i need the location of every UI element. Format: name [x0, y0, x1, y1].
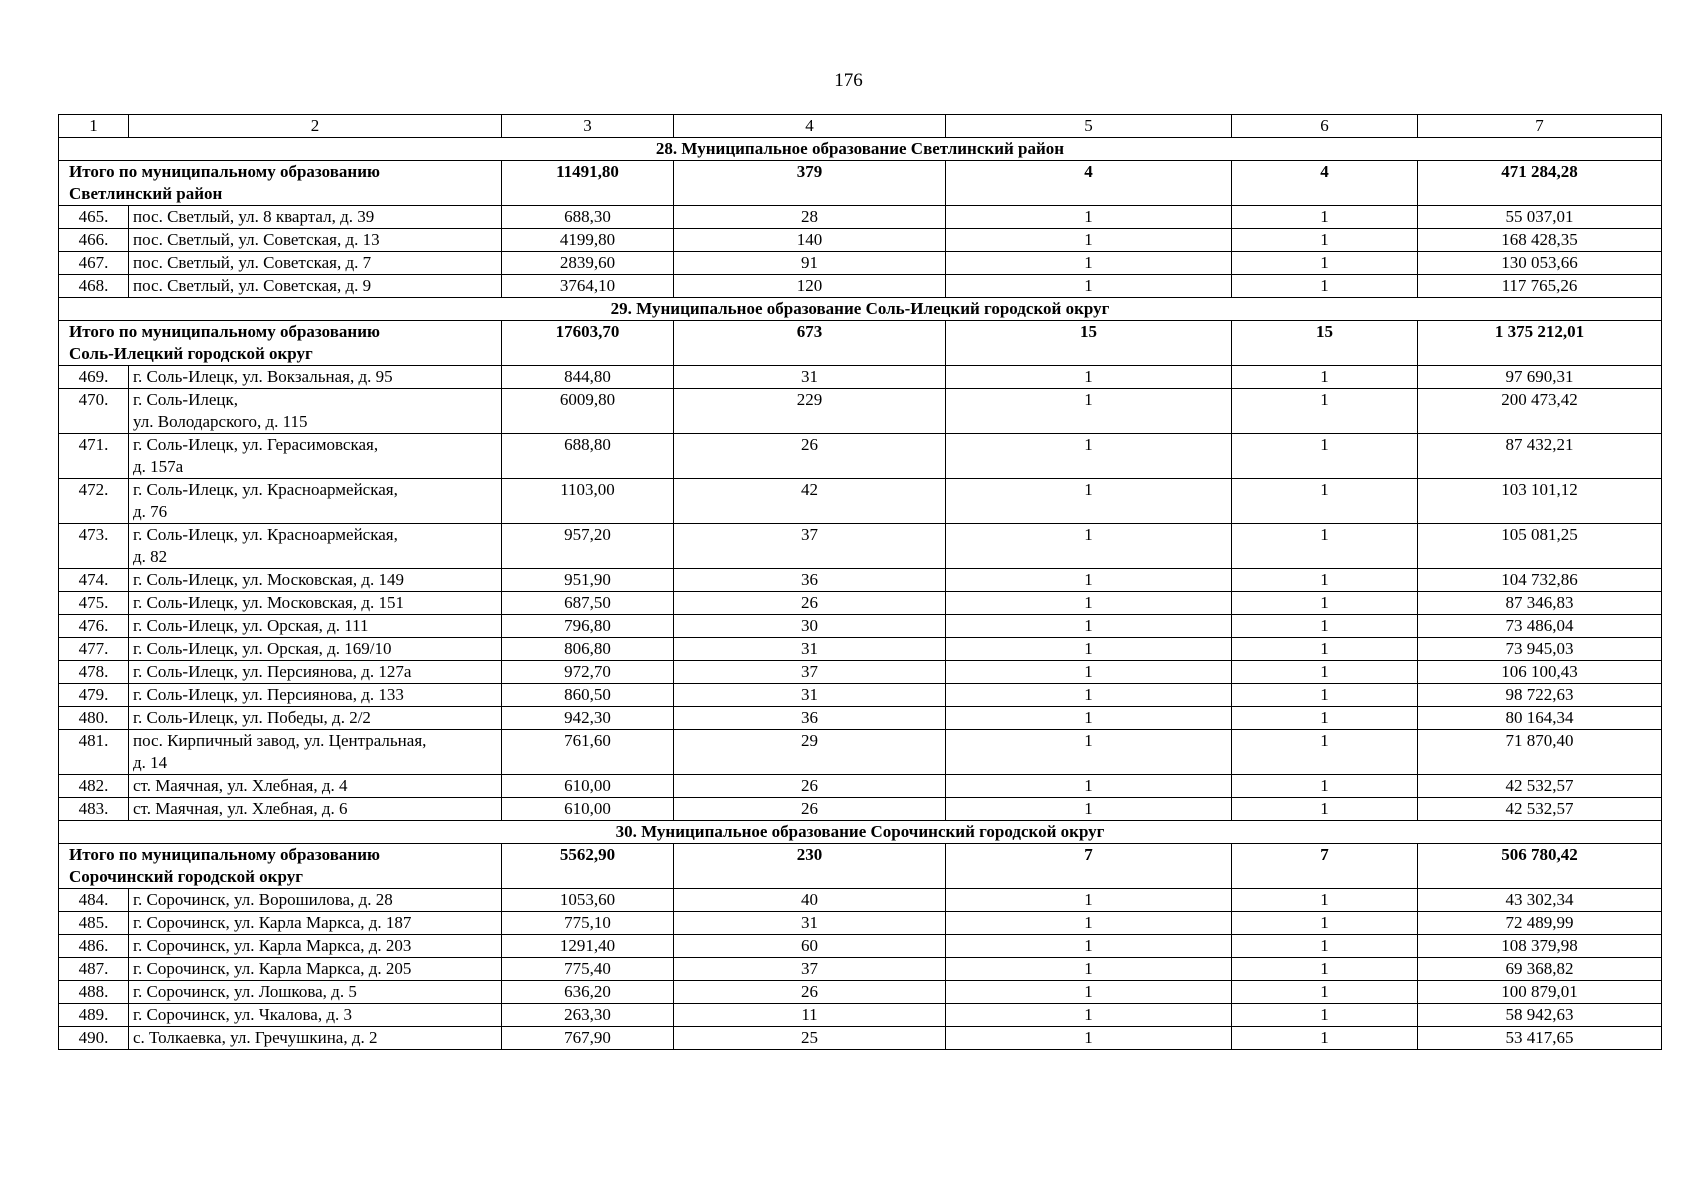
total-label	[59, 321, 502, 366]
row-c5: 1	[946, 434, 1232, 479]
row-c3: 636,20	[502, 981, 674, 1004]
row-c3: 796,80	[502, 615, 674, 638]
row-c4: 11	[674, 1004, 946, 1027]
table-row	[59, 912, 1662, 935]
row-address-line: г. Соль-Илецк, ул. Вокзальная, д. 95	[133, 367, 393, 386]
row-address	[129, 707, 502, 730]
total-c4: 379	[674, 161, 946, 206]
row-c5: 1	[946, 479, 1232, 524]
row-number: 488.	[59, 981, 129, 1004]
table-row	[59, 615, 1662, 638]
total-label-line: Сорочинский городской округ	[69, 867, 303, 886]
table-row	[59, 958, 1662, 981]
row-c6: 1	[1232, 775, 1418, 798]
table-row	[59, 935, 1662, 958]
row-c7: 69 368,82	[1418, 958, 1662, 981]
total-c4: 230	[674, 844, 946, 889]
row-c7: 130 053,66	[1418, 252, 1662, 275]
column-number-3: 3	[502, 115, 674, 138]
row-number: 482.	[59, 775, 129, 798]
row-c7: 73 486,04	[1418, 615, 1662, 638]
row-c3: 688,80	[502, 434, 674, 479]
row-address-line: г. Соль-Илецк, ул. Красноармейская,	[133, 480, 398, 499]
row-c3: 2839,60	[502, 252, 674, 275]
row-address	[129, 252, 502, 275]
row-c3: 860,50	[502, 684, 674, 707]
row-address-line: г. Соль-Илецк, ул. Орская, д. 111	[133, 616, 369, 635]
row-c3: 844,80	[502, 366, 674, 389]
total-c5: 4	[946, 161, 1232, 206]
row-c7: 71 870,40	[1418, 730, 1662, 775]
row-number: 465.	[59, 206, 129, 229]
row-c7: 42 532,57	[1418, 798, 1662, 821]
row-address-line: пос. Светлый, ул. Советская, д. 9	[133, 276, 372, 295]
row-address	[129, 524, 502, 569]
total-c7: 471 284,28	[1418, 161, 1662, 206]
row-number: 485.	[59, 912, 129, 935]
row-c7: 97 690,31	[1418, 366, 1662, 389]
row-number: 473.	[59, 524, 129, 569]
row-address-line: ул. Володарского, д. 115	[133, 412, 308, 431]
row-c4: 31	[674, 912, 946, 935]
row-number: 486.	[59, 935, 129, 958]
row-c3: 263,30	[502, 1004, 674, 1027]
row-c6: 1	[1232, 206, 1418, 229]
row-address	[129, 935, 502, 958]
row-c4: 29	[674, 730, 946, 775]
row-c5: 1	[946, 389, 1232, 434]
row-c5: 1	[946, 275, 1232, 298]
row-c6: 1	[1232, 275, 1418, 298]
row-c6: 1	[1232, 1027, 1418, 1050]
table-row	[59, 1027, 1662, 1050]
row-c4: 26	[674, 981, 946, 1004]
column-number-row	[59, 115, 1662, 138]
row-number: 476.	[59, 615, 129, 638]
row-address-line: д. 82	[133, 547, 168, 566]
row-address-line: д. 76	[133, 502, 168, 521]
row-c4: 91	[674, 252, 946, 275]
registry-table-body	[59, 115, 1662, 1050]
row-c6: 1	[1232, 479, 1418, 524]
row-c3: 1103,00	[502, 479, 674, 524]
row-number: 480.	[59, 707, 129, 730]
table-row	[59, 252, 1662, 275]
table-row	[59, 1004, 1662, 1027]
table-row	[59, 798, 1662, 821]
table-row	[59, 981, 1662, 1004]
row-address	[129, 434, 502, 479]
row-c3: 942,30	[502, 707, 674, 730]
row-c6: 1	[1232, 252, 1418, 275]
row-address-line: г. Соль-Илецк, ул. Персиянова, д. 133	[133, 685, 404, 704]
row-c7: 43 302,34	[1418, 889, 1662, 912]
row-address-line: г. Соль-Илецк, ул. Герасимовская,	[133, 435, 379, 454]
row-c6: 1	[1232, 615, 1418, 638]
table-row	[59, 569, 1662, 592]
total-label	[59, 844, 502, 889]
row-address	[129, 798, 502, 821]
row-address-line: д. 157а	[133, 457, 184, 476]
table-row	[59, 229, 1662, 252]
total-label-line: Соль-Илецкий городской округ	[69, 344, 313, 363]
row-number: 477.	[59, 638, 129, 661]
total-c3: 17603,70	[502, 321, 674, 366]
row-c4: 36	[674, 569, 946, 592]
table-row	[59, 479, 1662, 524]
row-c3: 972,70	[502, 661, 674, 684]
row-address-line: г. Сорочинск, ул. Ворошилова, д. 28	[133, 890, 393, 909]
row-number: 475.	[59, 592, 129, 615]
row-c5: 1	[946, 707, 1232, 730]
row-c4: 31	[674, 366, 946, 389]
table-row	[59, 592, 1662, 615]
total-c6: 7	[1232, 844, 1418, 889]
row-address	[129, 569, 502, 592]
row-c6: 1	[1232, 889, 1418, 912]
table-row	[59, 775, 1662, 798]
row-address-line: ст. Маячная, ул. Хлебная, д. 6	[133, 799, 348, 818]
row-c4: 26	[674, 592, 946, 615]
total-c3: 11491,80	[502, 161, 674, 206]
row-c6: 1	[1232, 798, 1418, 821]
row-address	[129, 912, 502, 935]
row-c7: 53 417,65	[1418, 1027, 1662, 1050]
row-c5: 1	[946, 889, 1232, 912]
row-c3: 767,90	[502, 1027, 674, 1050]
row-c4: 26	[674, 775, 946, 798]
row-address-line: ст. Маячная, ул. Хлебная, д. 4	[133, 776, 348, 795]
row-c7: 108 379,98	[1418, 935, 1662, 958]
total-c6: 15	[1232, 321, 1418, 366]
row-c7: 168 428,35	[1418, 229, 1662, 252]
total-c3: 5562,90	[502, 844, 674, 889]
row-c5: 1	[946, 229, 1232, 252]
table-row	[59, 638, 1662, 661]
row-number: 479.	[59, 684, 129, 707]
total-label-line: Светлинский район	[69, 184, 223, 203]
row-c7: 80 164,34	[1418, 707, 1662, 730]
row-number: 472.	[59, 479, 129, 524]
column-number-6: 6	[1232, 115, 1418, 138]
row-c3: 806,80	[502, 638, 674, 661]
table-row	[59, 889, 1662, 912]
row-c3: 6009,80	[502, 389, 674, 434]
row-c4: 229	[674, 389, 946, 434]
row-number: 483.	[59, 798, 129, 821]
total-c6: 4	[1232, 161, 1418, 206]
table-row	[59, 389, 1662, 434]
row-number: 468.	[59, 275, 129, 298]
row-c7: 105 081,25	[1418, 524, 1662, 569]
row-address-line: с. Толкаевка, ул. Гречушкина, д. 2	[133, 1028, 378, 1047]
row-number: 466.	[59, 229, 129, 252]
row-c4: 31	[674, 684, 946, 707]
row-c5: 1	[946, 958, 1232, 981]
table-row	[59, 707, 1662, 730]
row-c7: 55 037,01	[1418, 206, 1662, 229]
table-row	[59, 366, 1662, 389]
registry-table	[58, 114, 1662, 1050]
row-address	[129, 684, 502, 707]
row-address	[129, 479, 502, 524]
row-c5: 1	[946, 730, 1232, 775]
total-label-line: Итого по муниципальному образованию	[69, 322, 380, 341]
table-row	[59, 206, 1662, 229]
column-number-4: 4	[674, 115, 946, 138]
row-c5: 1	[946, 366, 1232, 389]
row-address	[129, 889, 502, 912]
row-c7: 103 101,12	[1418, 479, 1662, 524]
row-c6: 1	[1232, 569, 1418, 592]
row-c7: 73 945,03	[1418, 638, 1662, 661]
column-number-7: 7	[1418, 115, 1662, 138]
row-c5: 1	[946, 1004, 1232, 1027]
section-title: 28. Муниципальное образование Светлинский район	[59, 138, 1662, 161]
total-label	[59, 161, 502, 206]
row-c6: 1	[1232, 1004, 1418, 1027]
row-c6: 1	[1232, 684, 1418, 707]
row-c6: 1	[1232, 912, 1418, 935]
row-c5: 1	[946, 981, 1232, 1004]
row-number: 484.	[59, 889, 129, 912]
table-row	[59, 684, 1662, 707]
row-address	[129, 981, 502, 1004]
total-c4: 673	[674, 321, 946, 366]
row-c3: 761,60	[502, 730, 674, 775]
section-total-row	[59, 161, 1662, 206]
row-c6: 1	[1232, 389, 1418, 434]
total-c7: 506 780,42	[1418, 844, 1662, 889]
row-c5: 1	[946, 252, 1232, 275]
row-c3: 687,50	[502, 592, 674, 615]
column-number-5: 5	[946, 115, 1232, 138]
row-c5: 1	[946, 569, 1232, 592]
row-c5: 1	[946, 798, 1232, 821]
row-c3: 610,00	[502, 798, 674, 821]
row-number: 490.	[59, 1027, 129, 1050]
row-c5: 1	[946, 775, 1232, 798]
row-c3: 4199,80	[502, 229, 674, 252]
row-number: 481.	[59, 730, 129, 775]
total-c5: 15	[946, 321, 1232, 366]
row-number: 470.	[59, 389, 129, 434]
row-c7: 200 473,42	[1418, 389, 1662, 434]
row-c4: 60	[674, 935, 946, 958]
row-c7: 87 346,83	[1418, 592, 1662, 615]
row-c4: 25	[674, 1027, 946, 1050]
row-c5: 1	[946, 684, 1232, 707]
row-number: 478.	[59, 661, 129, 684]
row-c7: 42 532,57	[1418, 775, 1662, 798]
row-c7: 100 879,01	[1418, 981, 1662, 1004]
row-c5: 1	[946, 912, 1232, 935]
row-address-line: пос. Светлый, ул. Советская, д. 7	[133, 253, 372, 272]
row-c6: 1	[1232, 958, 1418, 981]
section-title-row	[59, 138, 1662, 161]
row-c4: 26	[674, 434, 946, 479]
row-address	[129, 958, 502, 981]
row-c4: 120	[674, 275, 946, 298]
row-c4: 140	[674, 229, 946, 252]
row-c5: 1	[946, 206, 1232, 229]
table-row	[59, 275, 1662, 298]
table-row	[59, 524, 1662, 569]
row-c5: 1	[946, 524, 1232, 569]
row-c7: 72 489,99	[1418, 912, 1662, 935]
row-c3: 1291,40	[502, 935, 674, 958]
row-number: 487.	[59, 958, 129, 981]
section-title: 29. Муниципальное образование Соль-Илецкий городской округ	[59, 298, 1662, 321]
column-number-2: 2	[129, 115, 502, 138]
row-c6: 1	[1232, 661, 1418, 684]
row-address-line: г. Сорочинск, ул. Карла Маркса, д. 187	[133, 913, 412, 932]
row-c4: 31	[674, 638, 946, 661]
row-c6: 1	[1232, 981, 1418, 1004]
row-c7: 104 732,86	[1418, 569, 1662, 592]
row-c6: 1	[1232, 592, 1418, 615]
row-c6: 1	[1232, 434, 1418, 479]
section-total-row	[59, 844, 1662, 889]
total-label-line: Итого по муниципальному образованию	[69, 845, 380, 864]
row-c3: 688,30	[502, 206, 674, 229]
row-c3: 610,00	[502, 775, 674, 798]
row-address	[129, 1027, 502, 1050]
row-c5: 1	[946, 592, 1232, 615]
row-address-line: г. Сорочинск, ул. Карла Маркса, д. 203	[133, 936, 412, 955]
section-title: 30. Муниципальное образование Сорочинский городской округ	[59, 821, 1662, 844]
row-c7: 87 432,21	[1418, 434, 1662, 479]
section-title-row	[59, 821, 1662, 844]
row-c7: 117 765,26	[1418, 275, 1662, 298]
row-c4: 30	[674, 615, 946, 638]
row-address	[129, 661, 502, 684]
row-address	[129, 615, 502, 638]
table-row	[59, 730, 1662, 775]
row-number: 471.	[59, 434, 129, 479]
row-address	[129, 592, 502, 615]
row-c7: 106 100,43	[1418, 661, 1662, 684]
row-address	[129, 1004, 502, 1027]
row-address-line: г. Сорочинск, ул. Чкалова, д. 3	[133, 1005, 352, 1024]
row-address-line: пос. Светлый, ул. 8 квартал, д. 39	[133, 207, 375, 226]
row-c3: 3764,10	[502, 275, 674, 298]
total-c7: 1 375 212,01	[1418, 321, 1662, 366]
section-title-row	[59, 298, 1662, 321]
page-number: 176	[834, 70, 863, 91]
row-c5: 1	[946, 1027, 1232, 1050]
total-label-line: Итого по муниципальному образованию	[69, 162, 380, 181]
row-address-line: г. Сорочинск, ул. Карла Маркса, д. 205	[133, 959, 412, 978]
row-c3: 951,90	[502, 569, 674, 592]
row-c4: 37	[674, 958, 946, 981]
row-number: 467.	[59, 252, 129, 275]
row-address-line: г. Соль-Илецк, ул. Персиянова, д. 127а	[133, 662, 412, 681]
row-c5: 1	[946, 638, 1232, 661]
row-c4: 37	[674, 661, 946, 684]
row-address-line: г. Сорочинск, ул. Лошкова, д. 5	[133, 982, 357, 1001]
row-c4: 28	[674, 206, 946, 229]
row-address	[129, 366, 502, 389]
table-row	[59, 434, 1662, 479]
row-address	[129, 730, 502, 775]
row-address-line: г. Соль-Илецк, ул. Красноармейская,	[133, 525, 398, 544]
row-c3: 1053,60	[502, 889, 674, 912]
table-row	[59, 661, 1662, 684]
row-address	[129, 775, 502, 798]
row-address-line: г. Соль-Илецк,	[133, 390, 238, 409]
row-address-line: пос. Светлый, ул. Советская, д. 13	[133, 230, 380, 249]
row-c4: 36	[674, 707, 946, 730]
row-c4: 26	[674, 798, 946, 821]
row-number: 469.	[59, 366, 129, 389]
row-c6: 1	[1232, 366, 1418, 389]
row-c5: 1	[946, 661, 1232, 684]
row-address-line: пос. Кирпичный завод, ул. Центральная,	[133, 731, 427, 750]
row-address	[129, 275, 502, 298]
row-c5: 1	[946, 935, 1232, 958]
row-c7: 58 942,63	[1418, 1004, 1662, 1027]
row-c4: 42	[674, 479, 946, 524]
row-number: 474.	[59, 569, 129, 592]
row-c6: 1	[1232, 707, 1418, 730]
row-address-line: г. Соль-Илецк, ул. Московская, д. 149	[133, 570, 405, 589]
row-c7: 98 722,63	[1418, 684, 1662, 707]
row-address	[129, 638, 502, 661]
row-address-line: г. Соль-Илецк, ул. Победы, д. 2/2	[133, 708, 371, 727]
row-address-line: д. 14	[133, 753, 168, 772]
row-c6: 1	[1232, 229, 1418, 252]
row-c6: 1	[1232, 730, 1418, 775]
row-address-line: г. Соль-Илецк, ул. Московская, д. 151	[133, 593, 405, 612]
row-address	[129, 206, 502, 229]
row-c3: 775,10	[502, 912, 674, 935]
row-c3: 957,20	[502, 524, 674, 569]
section-total-row	[59, 321, 1662, 366]
row-address-line: г. Соль-Илецк, ул. Орская, д. 169/10	[133, 639, 392, 658]
row-address	[129, 389, 502, 434]
row-c4: 37	[674, 524, 946, 569]
row-c6: 1	[1232, 935, 1418, 958]
row-c6: 1	[1232, 638, 1418, 661]
column-number-1: 1	[59, 115, 129, 138]
row-c6: 1	[1232, 524, 1418, 569]
row-number: 489.	[59, 1004, 129, 1027]
row-c5: 1	[946, 615, 1232, 638]
row-c3: 775,40	[502, 958, 674, 981]
row-address	[129, 229, 502, 252]
total-c5: 7	[946, 844, 1232, 889]
row-c4: 40	[674, 889, 946, 912]
